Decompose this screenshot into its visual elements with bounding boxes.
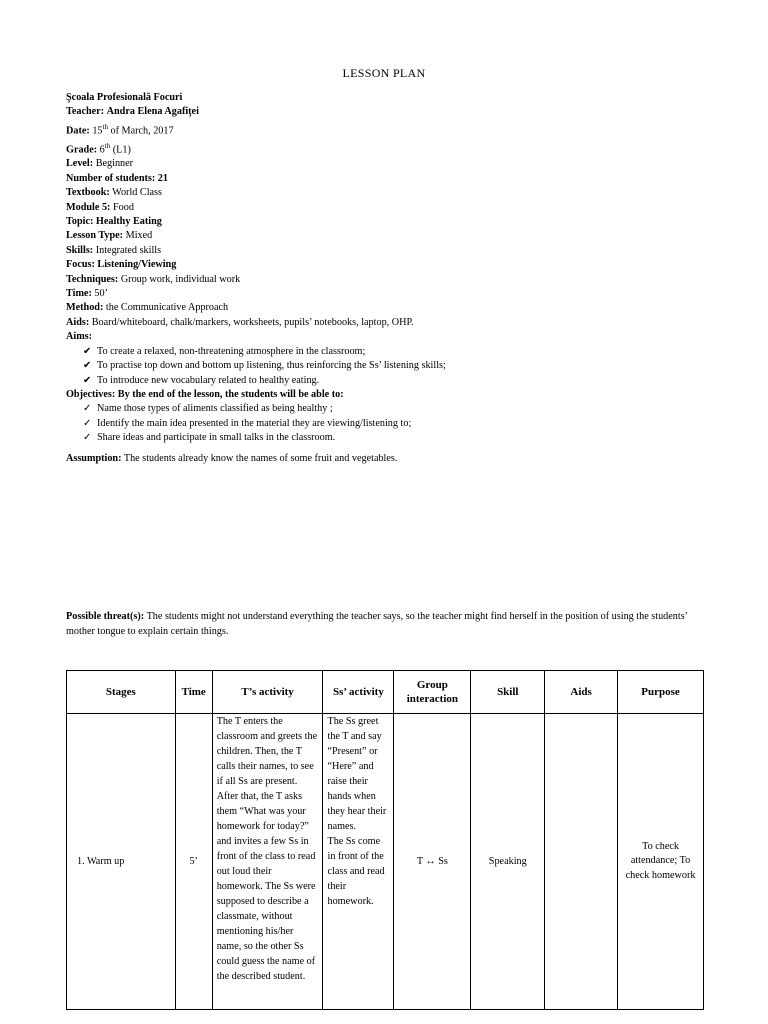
aims-list xyxy=(66,345,446,388)
school-name: Şcoala Profesională Focuri xyxy=(66,92,183,103)
date-row: Date: 15th of March, 2017 xyxy=(66,122,174,137)
lesson-plan-table xyxy=(66,670,704,1010)
topic-row: Topic: Healthy Eating xyxy=(66,216,162,228)
level-row: Level: Beginner xyxy=(66,158,134,170)
checkmark-icon: ✔ xyxy=(83,345,92,357)
time-row: Time: 50’ xyxy=(66,288,108,300)
aids-row: Aids: Board/whiteboard, chalk/markers, worksheets, pupils’ notebooks, laptop, OHP. xyxy=(66,316,414,328)
list-item: ✓ Share ideas and participate in small talks in the classroom. xyxy=(83,431,446,445)
list-item: ✔ To create a relaxed, non-threatening atmosphere in the classroom; xyxy=(83,345,446,359)
checkmark-icon: ✓ xyxy=(83,417,92,429)
cell-skill: Speaking xyxy=(471,714,545,1010)
cell-interaction: T ↔ Ss xyxy=(394,714,471,1010)
header-stages: Stages xyxy=(67,671,176,714)
list-item: ✔ To introduce new vocabulary related to healthy eating. xyxy=(83,374,446,388)
assumption: Assumption: The students already know the names of some fruit and vegetables. xyxy=(66,453,398,464)
method-row: Method: the Communicative Approach xyxy=(66,302,229,314)
cell-purpose: To check attendance; To check homework xyxy=(618,714,704,1010)
textbook-row: Textbook: World Class xyxy=(66,187,162,199)
list-item: ✓ Name those types of aliments classified as being healthy ; xyxy=(83,402,446,416)
table-row xyxy=(67,714,704,1010)
table-header-row xyxy=(67,671,704,714)
header-t-activity: T’s activity xyxy=(212,671,323,714)
objectives-heading: Objectives: By the end of the lesson, the students will be able to: xyxy=(66,388,344,400)
possible-threats: Possible threat(s): The students might not understand everything the teacher says, so the teacher might find herself in the position of using the students’ mother tongue to explain certain things. xyxy=(66,611,688,637)
cell-t-activity: The T enters the classroom and greets the children. Then, the T calls their names, to see if all Ss are present. After that, the T asks them “What was your homework for today?” and invites a few Ss in front of the class to read out loud their homework. The Ss were supposed to describe a classmate, without mentioning his/her name, so the other Ss could guess the name of the described student. xyxy=(212,714,323,1010)
students-row: Number of students: 21 xyxy=(66,172,168,184)
header-ss-activity: Ss’ activity xyxy=(323,671,394,714)
cell-time: 5’ xyxy=(175,714,212,1010)
header-group-interaction: Group interaction xyxy=(394,671,471,714)
cell-stage: 1. Warm up xyxy=(67,714,176,1010)
cell-aids xyxy=(545,714,618,1010)
lesson-info xyxy=(66,91,446,446)
header-time: Time xyxy=(175,671,212,714)
skills-row: Skills: Integrated skills xyxy=(66,244,162,256)
aims-heading: Aims: xyxy=(66,331,93,343)
list-item: ✓ Identify the main idea presented in the material they are viewing/listening to; xyxy=(83,417,446,431)
objectives-list xyxy=(66,402,446,445)
teacher-row: Teacher: Andra Elena Agafiţei xyxy=(66,106,199,118)
checkmark-icon: ✓ xyxy=(83,432,92,444)
checkmark-icon: ✓ xyxy=(83,403,92,415)
focus-row: Focus: Listening/Viewing xyxy=(66,259,177,271)
module-row: Module 5: Food xyxy=(66,201,134,213)
header-purpose: Purpose xyxy=(618,671,704,714)
page-title: LESSON PLAN xyxy=(342,66,426,80)
cell-ss-activity: The Ss greet the T and say “Present” or “Here” and raise their hands when they hear their names. The Ss come in front of the class and read their homework. xyxy=(323,714,394,1010)
techniques-row: Techniques: Group work, individual work xyxy=(66,273,241,285)
checkmark-icon: ✔ xyxy=(83,360,92,372)
header-aids: Aids xyxy=(545,671,618,714)
grade-row: Grade: 6th (L1) xyxy=(66,141,131,155)
header-skill: Skill xyxy=(471,671,545,714)
list-item: ✔ To practise top down and bottom up listening, thus reinforcing the Ss’ listening skills; xyxy=(83,359,446,373)
lesson-type-row: Lesson Type: Mixed xyxy=(66,230,153,242)
checkmark-icon: ✔ xyxy=(83,374,92,386)
